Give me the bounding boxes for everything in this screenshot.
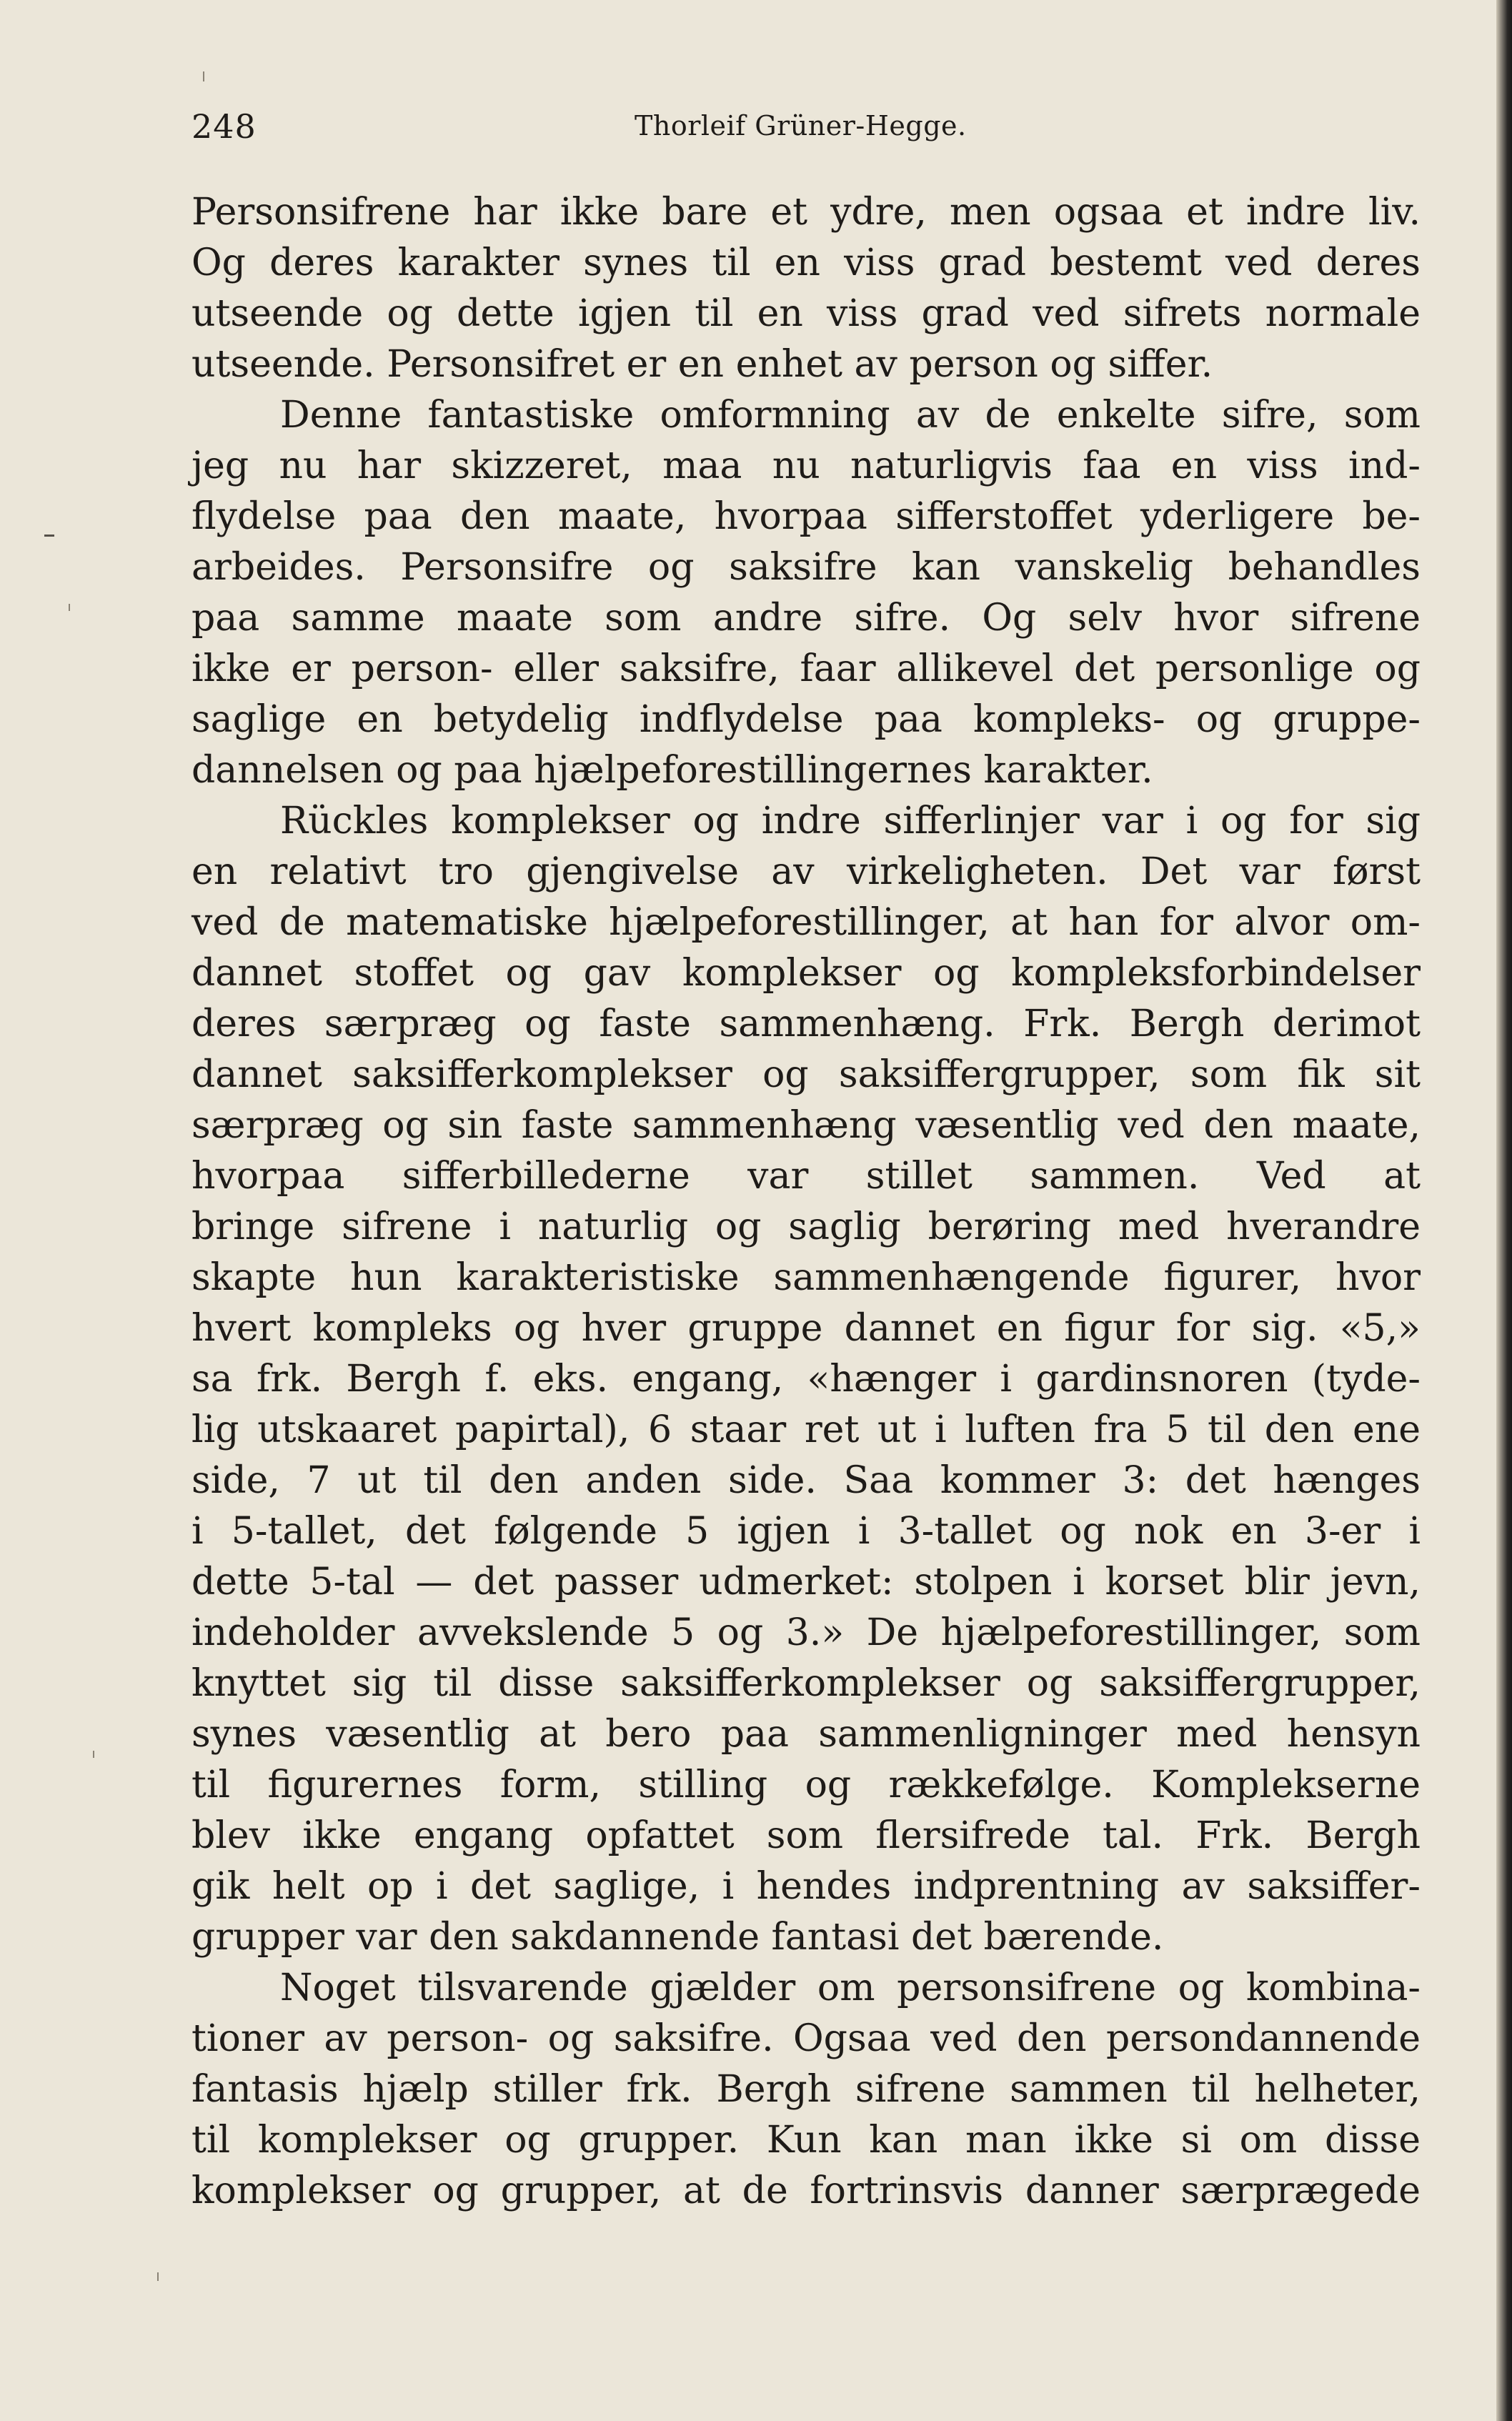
text-line: dannet saksifferkomplekser og saksiffergrupper, som fik sit bbox=[192, 1053, 1421, 1096]
text-line: Denne fantastiske omformning av de enkelte sifre, som bbox=[280, 394, 1421, 437]
running-head: Thorleif Grüner-Hegge. bbox=[635, 110, 967, 141]
text-line: i 5-tallet, det følgende 5 igjen i 3-tallet og nok en 3-er i bbox=[192, 1510, 1421, 1553]
text-line: grupper var den sakdannende fantasi det bærende. bbox=[192, 1916, 1164, 1959]
paragraph-4 bbox=[192, 1963, 1421, 2217]
text-line: blev ikke engang opfattet som flersifrede tal. Frk. Bergh bbox=[192, 1814, 1421, 1857]
text-line: hvorpaa sifferbillederne var stillet sammen. Ved at bbox=[192, 1155, 1421, 1198]
text-line: arbeides. Personsifre og saksifre kan vanskelig behandles bbox=[192, 546, 1421, 589]
text-line: sa frk. Bergh f. eks. engang, «hænger i gardinsnoren (tyde- bbox=[192, 1358, 1421, 1401]
text-line: bringe sifrene i naturlig og saglig berøring med hverandre bbox=[192, 1205, 1421, 1248]
text-line: deres særpræg og faste sammenhæng. Frk. Bergh derimot bbox=[192, 1003, 1421, 1045]
page-number: 248 bbox=[192, 107, 257, 146]
text-line: en relativt tro gjengivelse av virkeligheten. Det var først bbox=[192, 850, 1421, 893]
page-edge-shadow bbox=[1496, 0, 1512, 2421]
text-line: ved de matematiske hjælpeforestillinger, at han for alvor om- bbox=[192, 901, 1421, 944]
text-line: ikke er person- eller saksifre, faar allikevel det personlige og bbox=[192, 647, 1421, 690]
text-line: til figurernes form, stilling og rækkefølge. Komplekserne bbox=[192, 1764, 1421, 1806]
text-line: flydelse paa den maate, hvorpaa sifferstoffet yderligere be- bbox=[192, 495, 1421, 538]
text-line: Og deres karakter synes til en viss grad bestemt ved deres bbox=[192, 242, 1421, 284]
text-line: komplekser og grupper, at de fortrinsvis danner særprægede bbox=[192, 2169, 1421, 2212]
text-line: fantasis hjælp stiller frk. Bergh sifrene sammen til helheter, bbox=[192, 2068, 1421, 2111]
margin-tick bbox=[69, 604, 70, 611]
text-line: indeholder avvekslende 5 og 3.» De hjælpeforestillinger, som bbox=[192, 1611, 1421, 1654]
text-line: Rückles komplekser og indre sifferlinjer var i og for sig bbox=[280, 800, 1421, 842]
paragraph-3 bbox=[192, 796, 1421, 1963]
text-line: jeg nu har skizzeret, maa nu naturligvis faa en viss ind- bbox=[192, 444, 1421, 487]
text-line: tioner av person- og saksifre. Ogsaa ved den persondannende bbox=[192, 2017, 1421, 2060]
margin-tick bbox=[157, 2272, 159, 2281]
page-header bbox=[192, 107, 1421, 150]
paragraph-1 bbox=[192, 187, 1421, 390]
text-line: side, 7 ut til den anden side. Saa kommer 3: det hænges bbox=[192, 1459, 1421, 1502]
text-line: til komplekser og grupper. Kun kan man ikke si om disse bbox=[192, 2119, 1421, 2162]
text-line: synes væsentlig at bero paa sammenligninger med hensyn bbox=[192, 1713, 1421, 1756]
margin-tick bbox=[203, 71, 204, 81]
text-line: skapte hun karakteristiske sammenhængende figurer, hvor bbox=[192, 1256, 1421, 1299]
text-line: paa samme maate som andre sifre. Og selv hvor sifrene bbox=[192, 597, 1421, 640]
text-line: Noget tilsvarende gjælder om personsifrene og kombina- bbox=[280, 1967, 1421, 2009]
paragraph-2 bbox=[192, 390, 1421, 796]
text-line: lig utskaaret papirtal), 6 staar ret ut i luften fra 5 til den ene bbox=[192, 1408, 1421, 1451]
text-line: dannet stoffet og gav komplekser og kompleksforbindelser bbox=[192, 952, 1421, 995]
text-line: dette 5-tal — det passer udmerket: stolpen i korset blir jevn, bbox=[192, 1561, 1421, 1604]
text-line: dannelsen og paa hjælpeforestillingernes karakter. bbox=[192, 749, 1153, 792]
text-line: knyttet sig til disse saksifferkomplekser og saksiffergrupper, bbox=[192, 1662, 1421, 1705]
text-line: saglige en betydelig indflydelse paa kompleks- og gruppe- bbox=[192, 698, 1421, 741]
text-line: Personsifrene har ikke bare et ydre, men ogsaa et indre liv. bbox=[192, 191, 1421, 234]
text-line: hvert kompleks og hver gruppe dannet en figur for sig. «5,» bbox=[192, 1307, 1421, 1350]
text-line: gik helt op i det saglige, i hendes indprentning av saksiffer- bbox=[192, 1865, 1421, 1908]
margin-dash bbox=[44, 535, 54, 537]
text-line: særpræg og sin faste sammenhæng væsentlig ved den maate, bbox=[192, 1104, 1421, 1147]
body-text bbox=[192, 187, 1421, 2217]
text-line: utseende. Personsifret er en enhet av person og siffer. bbox=[192, 343, 1213, 386]
text-line: utseende og dette igjen til en viss grad ved sifrets normale bbox=[192, 292, 1421, 335]
margin-tick bbox=[93, 1751, 94, 1758]
